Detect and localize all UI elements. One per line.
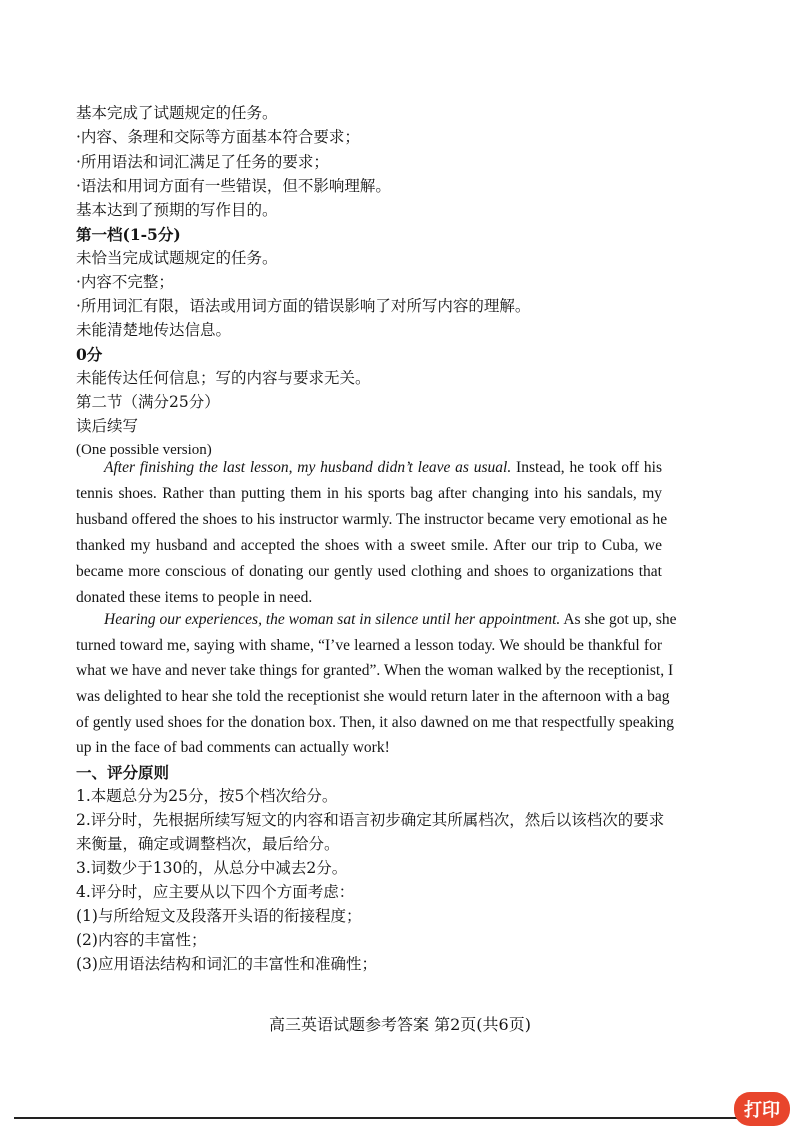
principle-line: 1.本题总分为25分，按5个档次给分。 [76,787,338,805]
principle-line: (3)应用语法结构和词汇的丰富性和准确性； [76,955,377,973]
print-button[interactable]: 打印 [734,1092,790,1126]
essay-line: tennis shoes. Rather than putting them in his sports bag after changing into his sandals, my [76,485,662,502]
grade-description-line: 基本完成了试题规定的任务。 [76,104,278,122]
essay-line: turned toward me, saying with shame, “I’ve learned a lesson today. We should be thankful for [76,637,662,654]
essay-line: became more conscious of donating our gently used clothing and shoes to organizations that [76,563,662,580]
grade-description-line: ·内容不完整； [76,273,174,291]
essay-line: donated these items to people in need. [76,589,313,606]
essay-line: After finishing the last lesson, my husband didn’t leave as usual. Instead, he took off his [104,459,662,476]
grade0-heading: 0分 [76,345,103,364]
grade-description-line: 未能清楚地传达信息。 [76,321,232,339]
grade1-heading: 第一档(1-5分) [76,225,181,244]
principle-line: (1)与所给短文及段落开头语的衔接程度； [76,907,362,925]
grade-description-line: ·内容、条理和交际等方面基本符合要求； [76,128,360,146]
principles-heading: 一、评分原则 [76,763,170,782]
section-heading: 第二节（满分25分） [76,393,220,411]
page-footer: 高三英语试题参考答案 第2页(共6页) [269,1015,531,1034]
essay-line: Hearing our experiences, the woman sat in silence until her appointment. As she got up, she [104,611,677,628]
principle-line: (2)内容的丰富性； [76,931,207,949]
essay-line: was delighted to hear she told the receptionist she would return later in the afternoon with a bag [76,688,670,705]
principle-line: 2.评分时，先根据所续写短文的内容和语言初步确定其所属档次，然后以该档次的要求 [76,811,665,829]
essay-line: thanked my husband and accepted the shoes with a sweet smile. After our trip to Cuba, we [76,537,662,554]
grade-description-line: 未能传达任何信息；写的内容与要求无关。 [76,369,371,387]
grade-description-line: ·语法和用词方面有一些错误，但不影响理解。 [76,177,391,195]
essay-line: up in the face of bad comments can actually work! [76,739,390,756]
paragraph-opening: After finishing the last lesson, my husband didn’t leave as usual. [104,459,512,476]
divider [14,1117,738,1119]
principle-line: 3.词数少于130的，从总分中减去2分。 [76,859,348,877]
principle-line: 来衡量，确定或调整档次，最后给分。 [76,835,340,853]
grade-description-line: 未恰当完成试题规定的任务。 [76,249,278,267]
grade-description-line: 基本达到了预期的写作目的。 [76,201,278,219]
essay-line: husband offered the shoes to his instructor warmly. The instructor became very emotional as he [76,511,668,528]
essay-line: of gently used shoes for the donation box. Then, it also dawned on me that respectfully speaking [76,714,675,731]
task-heading: 读后续写 [76,417,139,435]
paragraph-opening: Hearing our experiences, the woman sat in silence until her appointment. [104,611,561,628]
essay-line: what we have and never take things for granted”. When the woman walked by the receptionist, I [76,662,674,679]
grade-description-line: ·所用语法和词汇满足了任务的要求； [76,153,329,171]
version-note: (One possible version) [76,442,212,458]
grade-description-line: ·所用词汇有限，语法或用词方面的错误影响了对所写内容的理解。 [76,297,531,315]
principle-line: 4.评分时，应主要从以下四个方面考虑： [76,883,355,901]
